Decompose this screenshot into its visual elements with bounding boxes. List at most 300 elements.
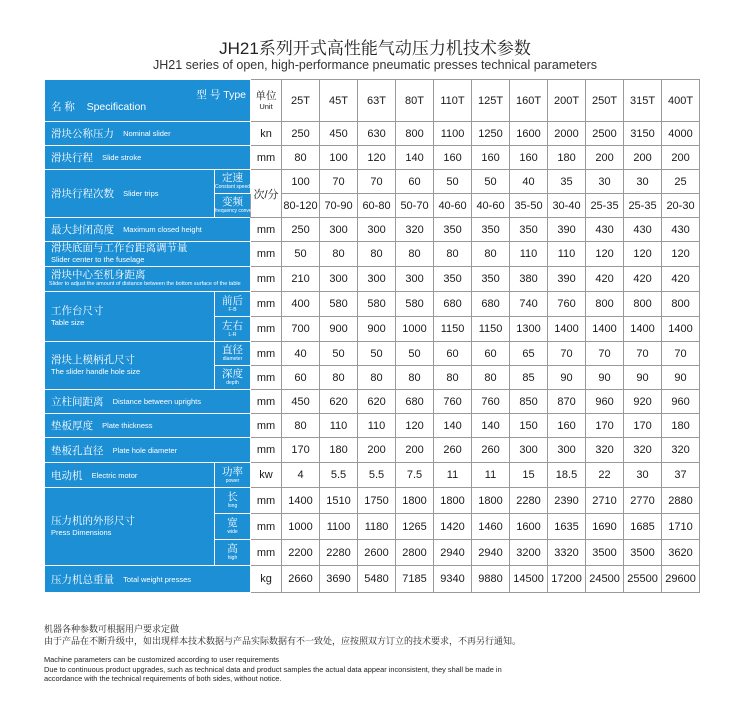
spec-table [44, 79, 700, 593]
row-label [45, 267, 251, 292]
sub-label-en: F-B [228, 306, 237, 313]
value-cell: 700 [282, 317, 320, 342]
value-cell: 9880 [472, 566, 510, 593]
row-label [45, 170, 215, 218]
value-cell: 450 [282, 390, 320, 414]
unit-cell: 次/分 [251, 170, 282, 218]
value-cell: 350 [472, 218, 510, 242]
row-label-cn: 垫板孔直径 [51, 444, 104, 457]
value-cell: 50 [434, 170, 472, 194]
note-cn-2: 由于产品在不断升级中，如出现样本技术数据与产品实际数据有不一致处，应按照双方订立的技术要求，不再另行通知。 [44, 635, 522, 646]
header-spec-cell [45, 80, 251, 122]
value-cell: 160 [434, 146, 472, 170]
value-cell: 17200 [548, 566, 586, 593]
value-cell: 120 [586, 242, 624, 267]
value-cell: 1180 [358, 514, 396, 540]
value-cell: 170 [586, 414, 624, 438]
row-label-en: Total weight presses [123, 574, 192, 584]
unit-cell: mm [251, 267, 282, 292]
value-cell: 1600 [510, 514, 548, 540]
value-cell: 2940 [434, 540, 472, 566]
value-cell: 1710 [662, 514, 700, 540]
value-cell: 50 [472, 170, 510, 194]
sub-label-cn: 高 [227, 543, 238, 555]
value-cell: 15 [510, 463, 548, 488]
sub-label [215, 488, 251, 514]
value-cell: 60-80 [358, 194, 396, 218]
sub-label-cn: 宽 [227, 517, 238, 529]
value-cell: 1000 [396, 317, 434, 342]
value-cell: 210 [282, 267, 320, 292]
value-cell: 1300 [510, 317, 548, 342]
unit-cell: mm [251, 146, 282, 170]
value-cell: 4 [282, 463, 320, 488]
value-cell: 3150 [624, 122, 662, 146]
value-cell: 620 [320, 390, 358, 414]
value-cell: 580 [358, 292, 396, 317]
header-type-en: Type [223, 88, 247, 101]
value-cell: 120 [624, 242, 662, 267]
value-cell: 2770 [624, 488, 662, 514]
value-cell: 140 [434, 414, 472, 438]
row-label [45, 218, 251, 242]
row-label-en: Plate hole diameter [112, 445, 178, 455]
value-cell: 80 [396, 242, 434, 267]
value-cell: 800 [662, 292, 700, 317]
value-cell: 180 [548, 146, 586, 170]
value-cell: 1750 [358, 488, 396, 514]
value-cell: 120 [662, 242, 700, 267]
table-row [45, 390, 700, 414]
unit-cell: mm [251, 242, 282, 267]
value-cell: 3620 [662, 540, 700, 566]
value-cell: 100 [282, 170, 320, 194]
sub-label-en: L-R [228, 331, 237, 338]
unit-cell: mm [251, 540, 282, 566]
unit-cell: mm [251, 414, 282, 438]
row-label-en: Slider center to the fuselage [51, 255, 145, 264]
sub-label [215, 317, 251, 342]
row-label [45, 438, 251, 463]
value-cell: 420 [624, 267, 662, 292]
sub-label [215, 514, 251, 540]
value-cell: 50-70 [396, 194, 434, 218]
model-header: 125T [472, 80, 510, 122]
unit-cell: mm [251, 218, 282, 242]
value-cell: 320 [662, 438, 700, 463]
value-cell: 200 [396, 438, 434, 463]
value-cell: 250 [282, 122, 320, 146]
row-label-cn: 立柱间距离 [51, 396, 104, 408]
value-cell: 30 [624, 170, 662, 194]
value-cell: 110 [510, 242, 548, 267]
value-cell: 960 [586, 390, 624, 414]
value-cell: 1100 [434, 122, 472, 146]
sub-label [215, 342, 251, 366]
value-cell: 350 [434, 267, 472, 292]
value-cell: 260 [434, 438, 472, 463]
model-header: 25T [282, 80, 320, 122]
value-cell: 800 [624, 292, 662, 317]
value-cell: 7185 [396, 566, 434, 593]
value-cell: 1685 [624, 514, 662, 540]
value-cell: 70 [320, 170, 358, 194]
sub-label-en: Constant speed [215, 184, 251, 190]
row-label-en: Table size [51, 317, 85, 327]
value-cell: 760 [472, 390, 510, 414]
value-cell: 2280 [510, 488, 548, 514]
row-label-cn: 滑块底面与工作台距离调节量 [51, 242, 188, 254]
value-cell: 35 [548, 170, 586, 194]
sub-label-en: long [227, 503, 238, 509]
value-cell: 2390 [548, 488, 586, 514]
value-cell: 50 [320, 342, 358, 366]
model-header: 80T [396, 80, 434, 122]
row-label [45, 146, 251, 170]
value-cell: 250 [282, 218, 320, 242]
value-cell: 25 [662, 170, 700, 194]
value-cell: 70-90 [320, 194, 358, 218]
table-row [45, 292, 700, 317]
row-label-cn: 滑块中心至机身距离 [51, 269, 146, 281]
value-cell: 25-35 [586, 194, 624, 218]
value-cell: 1800 [434, 488, 472, 514]
value-cell: 760 [548, 292, 586, 317]
row-label [45, 292, 215, 342]
row-label-en: Electric motor [91, 470, 138, 480]
header-row [45, 80, 700, 122]
model-header: 160T [510, 80, 548, 122]
sub-label-cn: 功率 [222, 465, 243, 478]
value-cell: 25500 [624, 566, 662, 593]
table-row [45, 488, 700, 514]
value-cell: 70 [624, 342, 662, 366]
notes [44, 624, 724, 684]
row-label-en: Maximum closed height [123, 225, 202, 234]
value-cell: 2500 [586, 122, 624, 146]
table-row [45, 122, 700, 146]
row-label-cn: 工作台尺寸 [51, 304, 104, 317]
value-cell: 2800 [396, 540, 434, 566]
value-cell: 30-40 [548, 194, 586, 218]
value-cell: 9340 [434, 566, 472, 593]
value-cell: 1690 [586, 514, 624, 540]
sub-label-en: frequency conversion [215, 208, 263, 214]
value-cell: 390 [548, 267, 586, 292]
table-row [45, 414, 700, 438]
value-cell: 2280 [320, 540, 358, 566]
row-label [45, 566, 251, 593]
sub-label-cn: 长 [227, 491, 238, 503]
value-cell: 150 [510, 414, 548, 438]
value-cell: 300 [320, 267, 358, 292]
value-cell: 1400 [624, 317, 662, 342]
model-header: 315T [624, 80, 662, 122]
value-cell: 680 [472, 292, 510, 317]
unit-cell: mm [251, 488, 282, 514]
value-cell: 90 [586, 366, 624, 390]
value-cell: 35-50 [510, 194, 548, 218]
header-name-en: Specification [86, 100, 147, 113]
unit-cell: mm [251, 292, 282, 317]
value-cell: 50 [358, 342, 396, 366]
value-cell: 1600 [510, 122, 548, 146]
row-label [45, 414, 251, 438]
table-row [45, 146, 700, 170]
value-cell: 900 [358, 317, 396, 342]
value-cell: 90 [548, 366, 586, 390]
row-label-en: The slider handle hole size [51, 366, 141, 376]
value-cell: 200 [586, 146, 624, 170]
value-cell: 2880 [662, 488, 700, 514]
unit-cell: kw [251, 463, 282, 488]
value-cell: 320 [624, 438, 662, 463]
value-cell: 680 [396, 390, 434, 414]
value-cell: 160 [510, 146, 548, 170]
value-cell: 900 [320, 317, 358, 342]
value-cell: 680 [434, 292, 472, 317]
value-cell: 50 [282, 242, 320, 267]
unit-cell: mm [251, 366, 282, 390]
header-name [45, 101, 250, 113]
table-row [45, 342, 700, 366]
value-cell: 1400 [586, 317, 624, 342]
value-cell: 7.5 [396, 463, 434, 488]
value-cell: 30 [586, 170, 624, 194]
row-label [45, 488, 215, 566]
value-cell: 80 [358, 242, 396, 267]
value-cell: 200 [624, 146, 662, 170]
value-cell: 120 [396, 414, 434, 438]
sub-label-cn: 深度 [222, 368, 243, 380]
model-header: 45T [320, 80, 358, 122]
value-cell: 400 [282, 292, 320, 317]
value-cell: 1400 [662, 317, 700, 342]
value-cell: 30 [624, 463, 662, 488]
row-label-cn: 滑块公称压力 [51, 128, 114, 140]
value-cell: 2600 [358, 540, 396, 566]
unit-cell: mm [251, 317, 282, 342]
sub-label [215, 463, 251, 488]
sub-label-cn: 直径 [222, 344, 243, 356]
value-cell: 20-30 [662, 194, 700, 218]
value-cell: 80 [320, 366, 358, 390]
row-label-cn: 最大封闭高度 [51, 224, 114, 236]
unit-cell: mm [251, 342, 282, 366]
value-cell: 300 [358, 218, 396, 242]
model-header: 250T [586, 80, 624, 122]
value-cell: 1510 [320, 488, 358, 514]
value-cell: 350 [472, 267, 510, 292]
value-cell: 620 [358, 390, 396, 414]
value-cell: 420 [586, 267, 624, 292]
value-cell: 70 [586, 342, 624, 366]
value-cell: 37 [662, 463, 700, 488]
value-cell: 60 [396, 170, 434, 194]
value-cell: 110 [320, 414, 358, 438]
table-row [45, 267, 700, 292]
sub-label-en: power [225, 477, 240, 484]
value-cell: 80 [434, 366, 472, 390]
sub-label-cn: 变频 [222, 196, 243, 208]
value-cell: 1635 [548, 514, 586, 540]
value-cell: 800 [396, 122, 434, 146]
page-subtitle: JH21 series of open, high-performance pneumatic presses technical parameters [153, 58, 597, 72]
value-cell: 140 [396, 146, 434, 170]
value-cell: 320 [396, 218, 434, 242]
value-cell: 120 [358, 146, 396, 170]
value-cell: 110 [548, 242, 586, 267]
value-cell: 350 [434, 218, 472, 242]
value-cell: 90 [624, 366, 662, 390]
row-label-cn: 垫板厚度 [51, 420, 93, 432]
value-cell: 29600 [662, 566, 700, 593]
value-cell: 1150 [472, 317, 510, 342]
value-cell: 200 [358, 438, 396, 463]
value-cell: 50 [396, 342, 434, 366]
header-unit-cell [251, 80, 282, 122]
value-cell: 5480 [358, 566, 396, 593]
value-cell: 430 [624, 218, 662, 242]
model-header: 400T [662, 80, 700, 122]
row-label [45, 463, 215, 488]
value-cell: 80 [472, 242, 510, 267]
value-cell: 85 [510, 366, 548, 390]
value-cell: 80 [358, 366, 396, 390]
value-cell: 300 [548, 438, 586, 463]
table-row [45, 242, 700, 267]
value-cell: 1250 [472, 122, 510, 146]
value-cell: 630 [358, 122, 396, 146]
value-cell: 25-35 [624, 194, 662, 218]
row-label-en: Press Dimensions [51, 527, 112, 537]
value-cell: 11 [472, 463, 510, 488]
value-cell: 90 [662, 366, 700, 390]
row-label-cn: 压力机总重量 [51, 573, 114, 586]
value-cell: 300 [510, 438, 548, 463]
value-cell: 80-120 [282, 194, 320, 218]
note-en-1: Machine parameters can be customized according to user requirements [44, 655, 279, 664]
row-label-cn: 滑块行程次数 [51, 188, 114, 200]
unit-cell: mm [251, 390, 282, 414]
sub-label-cn: 左右 [222, 319, 243, 332]
sub-label-cn: 定速 [222, 172, 243, 184]
value-cell: 300 [358, 267, 396, 292]
value-cell: 1420 [434, 514, 472, 540]
value-cell: 40 [282, 342, 320, 366]
value-cell: 1400 [282, 488, 320, 514]
unit-cell: kn [251, 122, 282, 146]
header-unit-cn: 单位 [255, 90, 277, 102]
value-cell: 580 [396, 292, 434, 317]
value-cell: 40-60 [434, 194, 472, 218]
header-type [45, 89, 250, 101]
value-cell: 5.5 [358, 463, 396, 488]
value-cell: 450 [320, 122, 358, 146]
sub-label [215, 194, 263, 218]
value-cell: 11 [434, 463, 472, 488]
row-label-cn: 滑块上模柄孔尺寸 [51, 353, 135, 366]
value-cell: 1800 [396, 488, 434, 514]
note-cn-1: 机器各种参数可根据用户要求定做 [44, 624, 180, 634]
model-header: 63T [358, 80, 396, 122]
value-cell: 110 [358, 414, 396, 438]
value-cell: 1150 [434, 317, 472, 342]
value-cell: 80 [282, 146, 320, 170]
table-row [45, 438, 700, 463]
value-cell: 1800 [472, 488, 510, 514]
sub-label-cn: 前后 [222, 294, 243, 307]
value-cell: 300 [320, 218, 358, 242]
value-cell: 80 [472, 366, 510, 390]
note-en-2: Due to continuous product upgrades, such as technical data and product samples the actual data appear inconsistent, they shall be made in [44, 664, 502, 674]
row-label-cn: 滑块行程 [51, 152, 93, 164]
page-title: JH21系列开式高性能气动压力机技术参数 [219, 39, 531, 58]
value-cell: 960 [662, 390, 700, 414]
value-cell: 920 [624, 390, 662, 414]
value-cell: 3500 [624, 540, 662, 566]
table-row [45, 218, 700, 242]
value-cell: 430 [662, 218, 700, 242]
value-cell: 3200 [510, 540, 548, 566]
row-label-en: Slider trips [123, 189, 159, 198]
value-cell: 80 [320, 242, 358, 267]
value-cell: 24500 [586, 566, 624, 593]
value-cell: 260 [472, 438, 510, 463]
value-cell: 380 [510, 267, 548, 292]
value-cell: 65 [510, 342, 548, 366]
value-cell: 70 [662, 342, 700, 366]
value-cell: 800 [586, 292, 624, 317]
value-cell: 18.5 [548, 463, 586, 488]
value-cell: 140 [472, 414, 510, 438]
table-row [45, 566, 700, 593]
value-cell: 320 [586, 438, 624, 463]
sub-label [215, 540, 251, 566]
value-cell: 1100 [320, 514, 358, 540]
value-cell: 2940 [472, 540, 510, 566]
sub-label-en: wide [227, 529, 238, 535]
value-cell: 170 [624, 414, 662, 438]
unit-cell: kg [251, 566, 282, 593]
value-cell: 80 [282, 414, 320, 438]
value-cell: 3690 [320, 566, 358, 593]
value-cell: 22 [586, 463, 624, 488]
value-cell: 160 [472, 146, 510, 170]
value-cell: 60 [472, 342, 510, 366]
row-label [45, 390, 251, 414]
model-header: 200T [548, 80, 586, 122]
value-cell: 740 [510, 292, 548, 317]
row-label [45, 342, 215, 390]
sub-label-en: depth [226, 380, 239, 386]
row-label-en: Plate thickness [102, 421, 153, 430]
value-cell: 870 [548, 390, 586, 414]
unit-cell: mm [251, 514, 282, 540]
value-cell: 300 [396, 267, 434, 292]
value-cell: 170 [282, 438, 320, 463]
value-cell: 430 [586, 218, 624, 242]
row-label-cn: 电动机 [51, 469, 83, 482]
value-cell: 3320 [548, 540, 586, 566]
model-header: 110T [434, 80, 472, 122]
row-label-cn: 压力机的外形尺寸 [51, 514, 135, 527]
row-label-en: Slider to adjust the amount of distance between the bottom surface of the table [49, 281, 241, 287]
sub-label [215, 292, 251, 317]
value-cell: 350 [510, 218, 548, 242]
value-cell: 5.5 [320, 463, 358, 488]
value-cell: 4000 [662, 122, 700, 146]
